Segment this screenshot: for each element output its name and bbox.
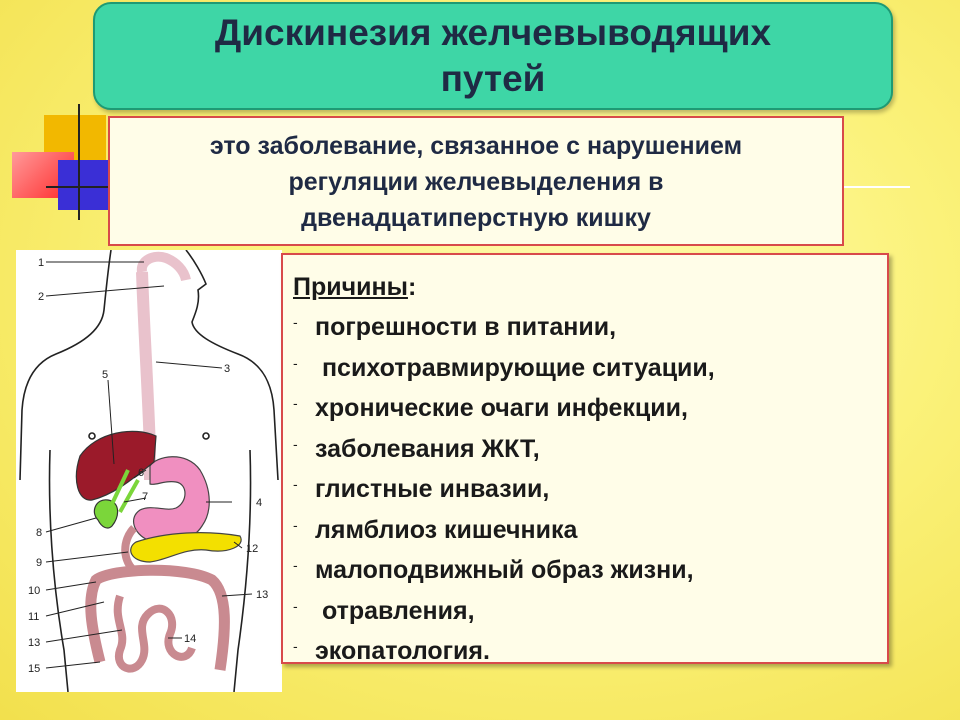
anatomy-label: 14	[184, 633, 197, 645]
anatomy-svg	[16, 250, 282, 692]
cause-text: экопатология.	[315, 637, 490, 665]
slide-title	[93, 2, 893, 110]
anatomy-label: 11	[28, 611, 40, 623]
causes-box	[281, 253, 889, 664]
definition-line-1: это заболевание, связанное с нарушением	[209, 132, 743, 160]
title-line-2: путей	[440, 58, 546, 99]
decor-line-vertical	[78, 104, 80, 220]
cause-item	[293, 510, 887, 551]
anatomy-label: 7	[142, 491, 149, 503]
decor-line-horizontal	[46, 186, 114, 188]
definition-line-3: двенадцатиперстную кишку	[301, 204, 651, 232]
cause-item	[293, 469, 887, 510]
dash-bullet: -	[293, 435, 298, 452]
cause-item	[293, 388, 887, 429]
title-line-1: Дискинезия желчевыводящих	[214, 12, 772, 53]
anatomy-label: 9	[36, 557, 43, 569]
dash-bullet: -	[293, 557, 298, 573]
cause-text: заболевания ЖКТ,	[315, 434, 540, 463]
dash-bullet: -	[293, 476, 298, 492]
cause-text: хронические очаги инфекции,	[315, 394, 688, 422]
cause-item	[293, 307, 887, 348]
cause-item	[293, 591, 887, 632]
anatomy-label: 13	[28, 637, 41, 649]
anatomy-label: 13	[256, 589, 269, 601]
cause-item	[293, 631, 887, 672]
causes-heading-text: Причины	[293, 273, 408, 301]
anatomy-label: 2	[38, 291, 45, 303]
anatomy-label: 10	[28, 585, 41, 597]
causes-heading-colon: :	[407, 273, 417, 301]
dash-bullet: -	[293, 638, 298, 654]
cause-text: лямблиоз кишечника	[315, 515, 578, 544]
anatomy-label: 15	[28, 663, 41, 675]
cause-text: отравления,	[315, 596, 475, 625]
anatomy-label: 4	[256, 497, 263, 509]
causes-heading	[293, 267, 887, 307]
cause-text: малоподвижный образ жизни,	[315, 556, 694, 584]
dash-bullet: -	[293, 516, 298, 533]
dash-bullet: -	[293, 597, 298, 614]
anatomy-label: 8	[36, 527, 43, 539]
cause-text: погрешности в питании,	[315, 313, 617, 341]
cause-item	[293, 550, 887, 591]
decor-line-white	[842, 186, 910, 188]
decor-square-blue	[58, 160, 108, 210]
definition-line-2: регуляции желчевыделения в	[288, 168, 664, 196]
definition-box	[108, 116, 844, 246]
anatomy-label: 3	[224, 363, 231, 375]
cause-item	[293, 429, 887, 470]
dash-bullet: -	[293, 395, 298, 411]
dash-bullet: -	[293, 314, 298, 330]
anatomy-label: 12	[246, 543, 259, 555]
dash-bullet: -	[293, 354, 298, 371]
anatomy-label: 6	[138, 467, 145, 479]
cause-item	[293, 348, 887, 389]
cause-text: глистные инвазии,	[315, 475, 550, 503]
anatomy-label: 1	[38, 257, 45, 269]
digestive-system-illustration	[16, 250, 282, 692]
cause-text: психотравмирующие ситуации,	[315, 353, 715, 382]
anatomy-label: 5	[102, 369, 109, 381]
